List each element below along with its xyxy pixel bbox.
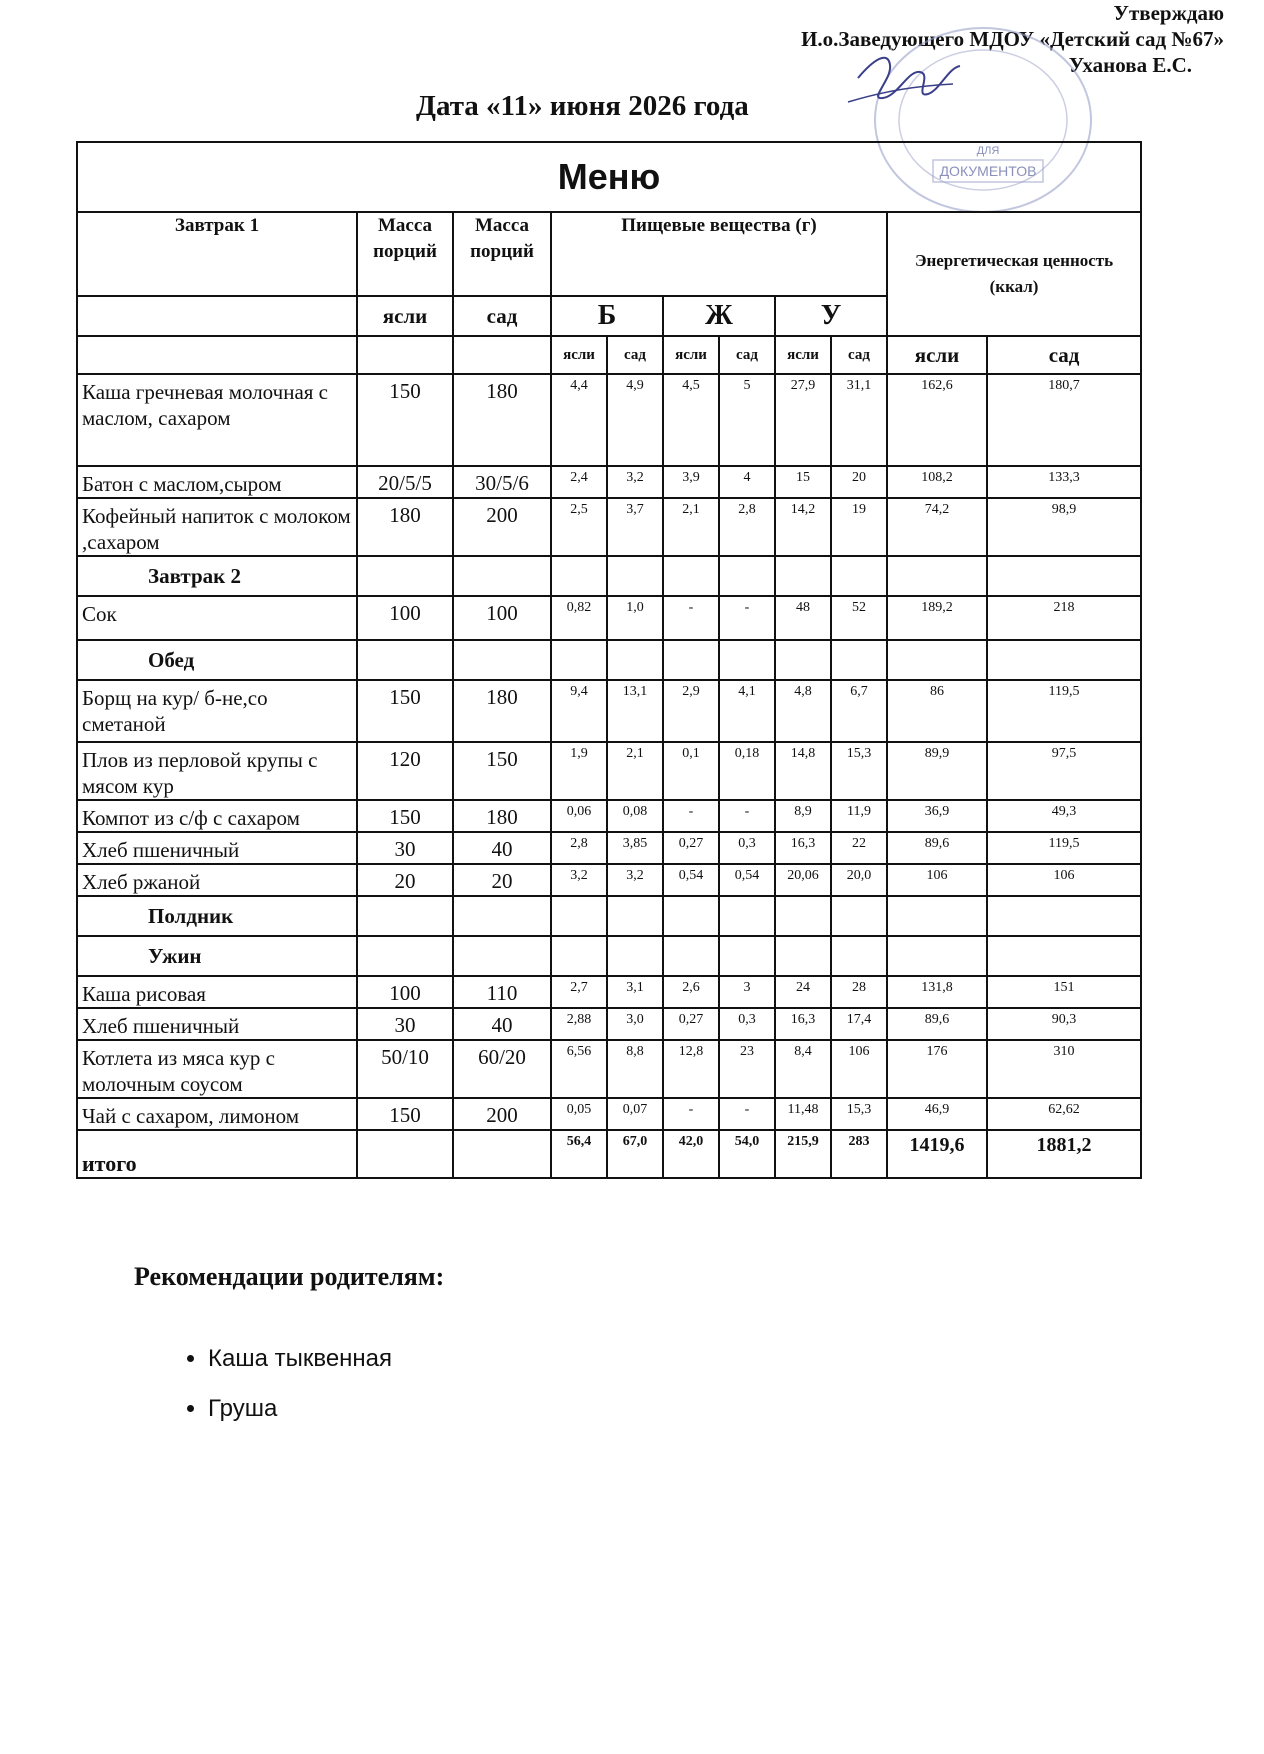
value-b2: 13,1 [607, 680, 663, 742]
mass-sad: 200 [453, 498, 551, 556]
empty-cell [887, 640, 987, 680]
value-z1: 3,9 [663, 466, 719, 498]
value-b2: 3,85 [607, 832, 663, 864]
empty-cell [775, 640, 831, 680]
value-b1: 2,88 [551, 1008, 607, 1040]
table-row [77, 498, 1141, 556]
empty-cell [887, 936, 987, 976]
table-row [77, 680, 1141, 742]
value-e2: 98,9 [987, 498, 1141, 556]
value-e1: 189,2 [887, 596, 987, 640]
value-b1: 6,56 [551, 1040, 607, 1098]
mass-sad: 200 [453, 1098, 551, 1130]
dish-name: Хлеб пшеничный [77, 832, 357, 864]
value-e2: 97,5 [987, 742, 1141, 800]
value-z1: 0,1 [663, 742, 719, 800]
empty-cell [719, 640, 775, 680]
table-row [77, 1040, 1141, 1098]
value-b1: 0,06 [551, 800, 607, 832]
empty-cell [775, 936, 831, 976]
empty-cell [357, 1130, 453, 1178]
empty-cell [831, 896, 887, 936]
recommendation-item: • Груша [208, 1384, 392, 1434]
total-z2: 54,0 [719, 1130, 775, 1178]
value-z1: 2,1 [663, 498, 719, 556]
value-e2: 90,3 [987, 1008, 1141, 1040]
mass-yasli: 50/10 [357, 1040, 453, 1098]
value-b2: 2,1 [607, 742, 663, 800]
header-nutrients: Пищевые вещества (г) [551, 212, 887, 296]
value-u2: 106 [831, 1040, 887, 1098]
value-b1: 2,8 [551, 832, 607, 864]
value-z2: 0,3 [719, 832, 775, 864]
table-row [77, 864, 1141, 896]
mass-sad: 110 [453, 976, 551, 1008]
empty-cell [551, 556, 607, 596]
empty-cell [719, 556, 775, 596]
mass-sad: 180 [453, 374, 551, 466]
empty-cell [551, 936, 607, 976]
dish-name: Хлеб пшеничный [77, 1008, 357, 1040]
dish-name: Каша гречневая молочная с маслом, сахаром [77, 374, 357, 466]
mass-sad: 100 [453, 596, 551, 640]
subheader-e-yasli: ясли [887, 336, 987, 374]
value-b1: 2,4 [551, 466, 607, 498]
value-b2: 3,2 [607, 864, 663, 896]
value-z1: 12,8 [663, 1040, 719, 1098]
subheader-b-sad: сад [607, 336, 663, 374]
value-e2: 49,3 [987, 800, 1141, 832]
value-b2: 8,8 [607, 1040, 663, 1098]
value-u1: 8,9 [775, 800, 831, 832]
value-z1: - [663, 1098, 719, 1130]
table-row [77, 742, 1141, 800]
value-z1: 2,6 [663, 976, 719, 1008]
subheader-e-sad: сад [987, 336, 1141, 374]
empty-cell [831, 556, 887, 596]
table-row [77, 1098, 1141, 1130]
value-z2: 0,54 [719, 864, 775, 896]
mass-sad: 60/20 [453, 1040, 551, 1098]
header-mass-yasli: Масса порций [357, 212, 453, 296]
dish-name: Батон с маслом,сыром [77, 466, 357, 498]
empty-cell [663, 896, 719, 936]
value-z2: 4 [719, 466, 775, 498]
value-b2: 0,07 [607, 1098, 663, 1130]
total-row [77, 1130, 1141, 1178]
empty-cell [453, 1130, 551, 1178]
value-u2: 20 [831, 466, 887, 498]
value-z1: 0,54 [663, 864, 719, 896]
value-e2: 180,7 [987, 374, 1141, 466]
table-row [77, 596, 1141, 640]
value-z2: 3 [719, 976, 775, 1008]
value-z1: - [663, 596, 719, 640]
mass-yasli: 20 [357, 864, 453, 896]
value-b2: 0,08 [607, 800, 663, 832]
empty-cell [987, 896, 1141, 936]
dish-name: Хлеб ржаной [77, 864, 357, 896]
empty-cell [663, 640, 719, 680]
empty-cell [987, 936, 1141, 976]
empty-cell [775, 896, 831, 936]
empty-cell [607, 896, 663, 936]
value-b2: 4,9 [607, 374, 663, 466]
mass-yasli: 30 [357, 832, 453, 864]
dish-name: Компот из с/ф с сахаром [77, 800, 357, 832]
subheader-empty [453, 336, 551, 374]
empty-cell [831, 936, 887, 976]
mass-yasli: 30 [357, 1008, 453, 1040]
mass-yasli: 180 [357, 498, 453, 556]
empty-cell [357, 896, 453, 936]
empty-cell [663, 556, 719, 596]
value-b2: 1,0 [607, 596, 663, 640]
value-u2: 11,9 [831, 800, 887, 832]
value-u1: 16,3 [775, 832, 831, 864]
value-b1: 2,7 [551, 976, 607, 1008]
value-u2: 15,3 [831, 742, 887, 800]
total-u2: 283 [831, 1130, 887, 1178]
value-z1: 2,9 [663, 680, 719, 742]
empty-cell [663, 936, 719, 976]
empty-cell [831, 640, 887, 680]
value-e1: 106 [887, 864, 987, 896]
value-e2: 119,5 [987, 832, 1141, 864]
empty-cell [453, 556, 551, 596]
empty-cell [719, 936, 775, 976]
mass-yasli: 120 [357, 742, 453, 800]
value-u2: 22 [831, 832, 887, 864]
dish-name: Сок [77, 596, 357, 640]
header-mass-sad: Масса порций [453, 212, 551, 296]
value-z2: 5 [719, 374, 775, 466]
value-b1: 4,4 [551, 374, 607, 466]
value-u1: 15 [775, 466, 831, 498]
value-z1: - [663, 800, 719, 832]
value-u2: 15,3 [831, 1098, 887, 1130]
value-e1: 131,8 [887, 976, 987, 1008]
value-b2: 3,0 [607, 1008, 663, 1040]
total-e1: 1419,6 [887, 1130, 987, 1178]
mass-sad: 20 [453, 864, 551, 896]
dish-name: Каша рисовая [77, 976, 357, 1008]
empty-cell [887, 896, 987, 936]
recommendations-list [170, 1334, 392, 1434]
value-e2: 151 [987, 976, 1141, 1008]
value-b1: 3,2 [551, 864, 607, 896]
value-u1: 16,3 [775, 1008, 831, 1040]
header-yasli: ясли [357, 296, 453, 336]
value-e1: 46,9 [887, 1098, 987, 1130]
value-u1: 8,4 [775, 1040, 831, 1098]
value-e1: 89,6 [887, 832, 987, 864]
menu-table [76, 141, 1142, 1179]
header-energy: Энергетическая ценность (ккал) [887, 212, 1141, 336]
section-label: Ужин [77, 936, 357, 976]
svg-text:ДЛЯ: ДЛЯ [976, 145, 1000, 157]
total-u1: 215,9 [775, 1130, 831, 1178]
value-u1: 20,06 [775, 864, 831, 896]
value-e1: 89,9 [887, 742, 987, 800]
value-z1: 0,27 [663, 1008, 719, 1040]
value-u1: 14,8 [775, 742, 831, 800]
empty-cell [719, 896, 775, 936]
value-e1: 89,6 [887, 1008, 987, 1040]
empty-cell [357, 556, 453, 596]
value-e2: 106 [987, 864, 1141, 896]
mass-yasli: 150 [357, 374, 453, 466]
value-e1: 36,9 [887, 800, 987, 832]
value-e2: 133,3 [987, 466, 1141, 498]
dish-name: Котлета из мяса кур с молочным соусом [77, 1040, 357, 1098]
empty-cell [887, 556, 987, 596]
menu-date: Дата «11» июня 2026 года [416, 90, 749, 122]
section-row [77, 936, 1141, 976]
value-u2: 17,4 [831, 1008, 887, 1040]
header-meal: Завтрак 1 [77, 212, 357, 296]
section-row [77, 896, 1141, 936]
recommendation-item: • Каша тыквенная [208, 1334, 392, 1384]
section-label: Обед [77, 640, 357, 680]
value-u2: 52 [831, 596, 887, 640]
mass-sad: 40 [453, 832, 551, 864]
value-z1: 0,27 [663, 832, 719, 864]
empty-cell [453, 896, 551, 936]
value-z2: - [719, 1098, 775, 1130]
value-b2: 3,2 [607, 466, 663, 498]
empty-cell [987, 640, 1141, 680]
mass-yasli: 150 [357, 800, 453, 832]
svg-text:ДОКУМЕНТОВ: ДОКУМЕНТОВ [939, 163, 1037, 179]
value-e1: 74,2 [887, 498, 987, 556]
recommendations-title: Рекомендации родителям: [134, 1262, 445, 1291]
value-u1: 24 [775, 976, 831, 1008]
empty-cell [987, 556, 1141, 596]
dish-name: Плов из перловой крупы с мясом кур [77, 742, 357, 800]
menu-title: Меню [77, 142, 1141, 212]
approval-position: И.о.Заведующего МДОУ «Детский сад №67» [801, 27, 1224, 51]
table-row [77, 832, 1141, 864]
value-u1: 4,8 [775, 680, 831, 742]
empty-cell [453, 936, 551, 976]
empty-cell [453, 640, 551, 680]
value-z2: 0,18 [719, 742, 775, 800]
table-row [77, 1008, 1141, 1040]
value-b1: 0,05 [551, 1098, 607, 1130]
total-z1: 42,0 [663, 1130, 719, 1178]
subheader-u-sad: сад [831, 336, 887, 374]
dish-name: Кофейный напиток с молоком ,сахаром [77, 498, 357, 556]
value-z2: 0,3 [719, 1008, 775, 1040]
subheader-empty [77, 336, 357, 374]
value-u2: 6,7 [831, 680, 887, 742]
mass-yasli: 20/5/5 [357, 466, 453, 498]
value-b1: 1,9 [551, 742, 607, 800]
section-row [77, 556, 1141, 596]
mass-yasli: 100 [357, 976, 453, 1008]
value-z1: 4,5 [663, 374, 719, 466]
value-u1: 48 [775, 596, 831, 640]
header-empty [77, 296, 357, 336]
empty-cell [551, 896, 607, 936]
value-u1: 14,2 [775, 498, 831, 556]
value-b1: 9,4 [551, 680, 607, 742]
empty-cell [775, 556, 831, 596]
section-row [77, 640, 1141, 680]
value-z2: 2,8 [719, 498, 775, 556]
value-e2: 62,62 [987, 1098, 1141, 1130]
total-b1: 56,4 [551, 1130, 607, 1178]
subheader-u-yasli: ясли [775, 336, 831, 374]
value-z2: 4,1 [719, 680, 775, 742]
value-e1: 176 [887, 1040, 987, 1098]
section-label: Завтрак 2 [77, 556, 357, 596]
table-row [77, 466, 1141, 498]
mass-sad: 40 [453, 1008, 551, 1040]
value-e1: 162,6 [887, 374, 987, 466]
value-z2: 23 [719, 1040, 775, 1098]
header-zh: Ж [663, 296, 775, 336]
mass-yasli: 150 [357, 680, 453, 742]
mass-sad: 30/5/6 [453, 466, 551, 498]
value-e2: 218 [987, 596, 1141, 640]
value-u1: 11,48 [775, 1098, 831, 1130]
value-u2: 20,0 [831, 864, 887, 896]
empty-cell [607, 556, 663, 596]
value-u2: 28 [831, 976, 887, 1008]
value-u2: 31,1 [831, 374, 887, 466]
value-b1: 0,82 [551, 596, 607, 640]
total-b2: 67,0 [607, 1130, 663, 1178]
total-e2: 1881,2 [987, 1130, 1141, 1178]
subheader-zh-sad: сад [719, 336, 775, 374]
approval-title: Утверждаю [1113, 1, 1224, 25]
total-label: итого [77, 1130, 357, 1178]
mass-yasli: 100 [357, 596, 453, 640]
header-b: Б [551, 296, 663, 336]
empty-cell [551, 640, 607, 680]
table-row [77, 374, 1141, 466]
header-u: У [775, 296, 887, 336]
value-e1: 86 [887, 680, 987, 742]
value-e2: 119,5 [987, 680, 1141, 742]
dish-name: Борщ на кур/ б-не,со сметаной [77, 680, 357, 742]
mass-sad: 180 [453, 680, 551, 742]
empty-cell [357, 640, 453, 680]
value-b1: 2,5 [551, 498, 607, 556]
subheader-b-yasli: ясли [551, 336, 607, 374]
approval-signer: Уханова Е.С. [1068, 53, 1192, 77]
value-z2: - [719, 800, 775, 832]
subheader-empty [357, 336, 453, 374]
value-u2: 19 [831, 498, 887, 556]
mass-sad: 150 [453, 742, 551, 800]
table-row [77, 976, 1141, 1008]
section-label: Полдник [77, 896, 357, 936]
dish-name: Чай с сахаром, лимоном [77, 1098, 357, 1130]
value-e1: 108,2 [887, 466, 987, 498]
subheader-zh-yasli: ясли [663, 336, 719, 374]
empty-cell [607, 936, 663, 976]
value-u1: 27,9 [775, 374, 831, 466]
empty-cell [357, 936, 453, 976]
value-e2: 310 [987, 1040, 1141, 1098]
empty-cell [607, 640, 663, 680]
table-row [77, 800, 1141, 832]
value-b2: 3,1 [607, 976, 663, 1008]
mass-yasli: 150 [357, 1098, 453, 1130]
mass-sad: 180 [453, 800, 551, 832]
value-z2: - [719, 596, 775, 640]
header-sad: сад [453, 296, 551, 336]
value-b2: 3,7 [607, 498, 663, 556]
